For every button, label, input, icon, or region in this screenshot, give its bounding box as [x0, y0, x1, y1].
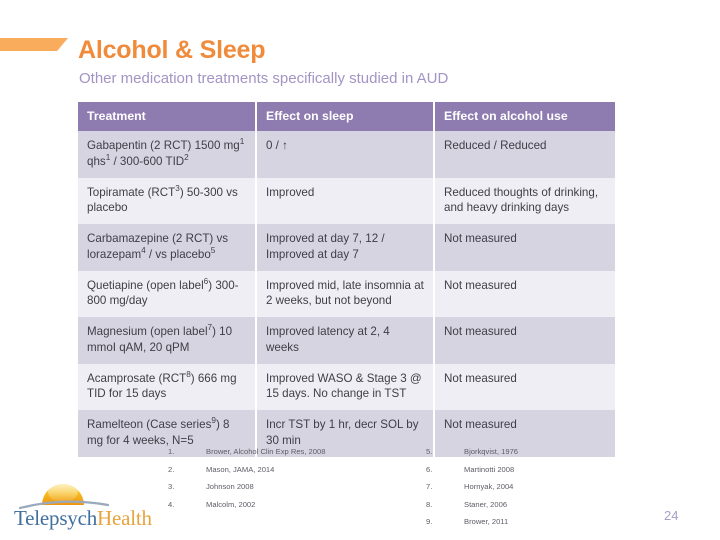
footnote-marker: 8 — [186, 369, 191, 379]
reference-text: Mason, JAMA, 2014 — [206, 464, 275, 474]
cell-effect-sleep: Improved at day 7, 12 / Improved at day 7 — [256, 224, 434, 271]
table-row — [78, 224, 615, 271]
reference-number: 1. — [168, 447, 175, 456]
treatment-text: Gabapentin (2 RCT) 1500 mg — [87, 139, 240, 152]
reference-item — [168, 466, 368, 474]
footnote-marker: 2 — [184, 152, 189, 162]
treatment-text-cont: qhs — [87, 154, 106, 168]
reference-number: 5. — [426, 447, 433, 456]
treatment-text-cont: ) 10 mmoI qAM, 20 qPM — [87, 325, 233, 354]
references-column-left — [168, 448, 368, 536]
cell-effect-sleep: 0 / ↑ — [256, 131, 434, 178]
reference-item — [168, 483, 368, 491]
reference-number: 8. — [426, 499, 433, 509]
cell-effect-alcohol: Reduced / Reduced — [434, 131, 615, 178]
reference-text: Brower, Alcohol Clin Exp Res, 2008 — [206, 447, 326, 456]
reference-number: 7. — [426, 482, 433, 492]
reference-text: Staner, 2006 — [464, 499, 508, 509]
reference-number: 2. — [168, 464, 175, 474]
logo-wordmark — [14, 506, 152, 531]
treatment-text-cont: ) 8 mg for 4 weeks, N=5 — [87, 418, 230, 447]
cell-effect-sleep: Improved mid, late insomnia at 2 weeks, but not beyond — [256, 271, 434, 318]
cell-effect-sleep: Incr TST by 1 hr, decr SOL by 30 min — [256, 410, 434, 457]
table-row — [78, 131, 615, 178]
table-row — [78, 364, 615, 411]
treatment-text-cont: ) 300-800 mg/day — [87, 278, 239, 308]
table-row — [78, 317, 615, 364]
cell-treatment — [78, 317, 256, 364]
references-column-right — [426, 448, 626, 536]
footnote-marker: 4 — [141, 245, 146, 255]
treatment-text-cont: ) 50-300 vs placebo — [87, 185, 238, 215]
treatment-text: Topiramate (RCT — [87, 185, 176, 199]
reference-text: Malcolm, 2002 — [206, 499, 256, 509]
footnote-marker: 1 — [239, 137, 245, 147]
footnote-marker: 1 — [105, 152, 111, 162]
treatment-text-cont: / vs placebo — [145, 247, 211, 261]
footnote-marker: 6 — [203, 276, 209, 286]
reference-number: 4. — [168, 499, 175, 509]
treatment-text: Carbamazepine (2 RCT) vs lorazepam — [87, 232, 229, 261]
cell-effect-sleep: Improved — [256, 178, 434, 225]
page-title: Alcohol & Sleep — [78, 36, 266, 64]
reference-number: 9. — [426, 517, 433, 527]
cell-effect-alcohol: Reduced thoughts of drinking, and heavy drinking days — [434, 178, 615, 225]
cell-treatment — [78, 224, 256, 271]
reference-item — [426, 501, 626, 509]
reference-number: 3. — [168, 482, 175, 492]
page-subtitle: Other medication treatments specifically studied in AUD — [79, 70, 449, 87]
cell-effect-sleep: Improved latency at 2, 4 weeks — [256, 317, 434, 364]
reference-text: Martinotti 2008 — [464, 464, 515, 474]
reference-item — [168, 448, 368, 456]
column-header-effect-sleep: Effect on sleep — [256, 102, 434, 131]
table-row — [78, 178, 615, 225]
reference-item — [426, 518, 626, 526]
cell-treatment — [78, 131, 256, 178]
logo-text-telepsych: Telepsych — [14, 506, 98, 530]
reference-text: Brower, 2011 — [464, 517, 509, 527]
footnote-marker: 7 — [207, 323, 213, 333]
reference-text: Bjorkqvist, 1976 — [464, 447, 519, 456]
treatment-text: Magnesium (open label — [87, 325, 208, 339]
treatments-table — [78, 102, 615, 457]
telepsych-health-logo — [12, 472, 162, 530]
reference-item — [168, 501, 368, 509]
reference-item — [426, 466, 626, 474]
reference-text: Hornyak, 2004 — [464, 482, 514, 492]
cell-treatment — [78, 271, 256, 318]
cell-effect-alcohol: Not measured — [434, 410, 615, 457]
cell-effect-alcohol: Not measured — [434, 317, 615, 364]
footnote-marker: 3 — [175, 183, 180, 193]
footnote-marker: 9 — [211, 416, 216, 426]
cell-effect-alcohol: Not measured — [434, 271, 615, 318]
reference-item — [426, 483, 626, 491]
cell-treatment — [78, 178, 256, 225]
treatment-text-cont: ) 666 mg TID for 15 days — [87, 371, 237, 401]
references-block — [168, 448, 638, 536]
treatment-text-cont2: / 300-600 TID — [110, 154, 185, 168]
reference-number: 6. — [426, 464, 433, 474]
reference-item — [426, 448, 626, 456]
cell-effect-alcohol: Not measured — [434, 224, 615, 271]
footnote-marker: 5 — [210, 245, 216, 255]
logo-text-health: Health — [97, 506, 152, 530]
treatment-text: Quetiapine (open label — [87, 278, 204, 292]
cell-treatment — [78, 364, 256, 411]
treatment-text: Ramelteon (Case series — [87, 418, 212, 432]
page-number: 24 — [664, 508, 679, 523]
reference-text: Johnson 2008 — [206, 482, 254, 492]
column-header-treatment: Treatment — [78, 102, 256, 131]
table-row — [78, 271, 615, 318]
column-header-effect-alcohol: Effect on alcohol use — [434, 102, 615, 131]
cell-effect-alcohol: Not measured — [434, 364, 615, 411]
accent-bar-decoration — [0, 38, 68, 51]
cell-effect-sleep: Improved WASO & Stage 3 @ 15 days. No change in TST — [256, 364, 434, 411]
treatment-text: Acamprosate (RCT — [87, 371, 187, 385]
table-header-row — [78, 102, 615, 131]
